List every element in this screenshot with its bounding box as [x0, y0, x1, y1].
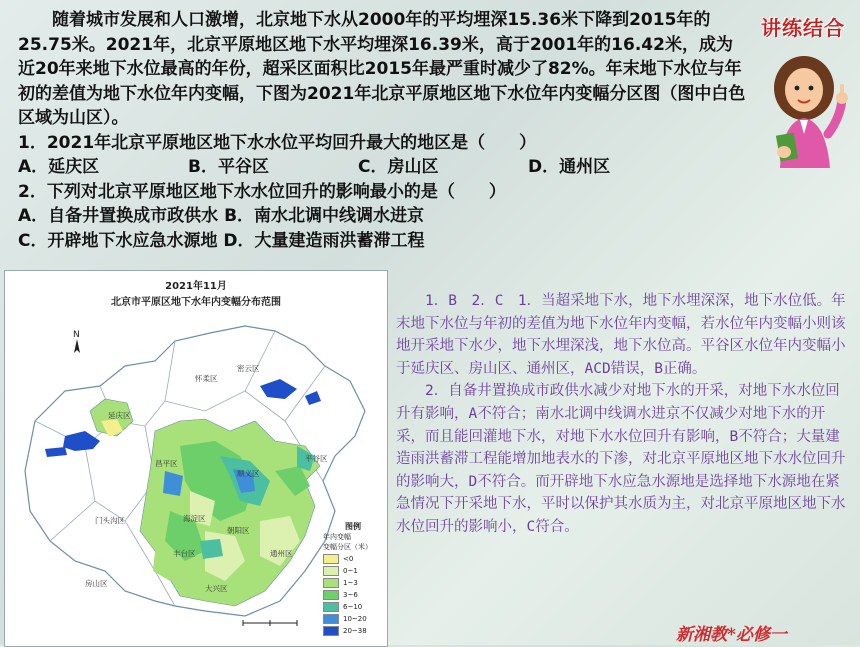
legend-swatch	[323, 614, 339, 624]
svg-text:通州区: 通州区	[270, 549, 293, 558]
lesson-badge: 讲练结合	[761, 16, 845, 40]
legend-title: 图例	[345, 522, 361, 531]
legend-item	[323, 626, 383, 636]
svg-text:海淀区: 海淀区	[183, 514, 206, 523]
legend-swatch	[323, 554, 339, 564]
q1-option-a: A．延庆区	[18, 157, 100, 177]
question-block	[18, 8, 748, 253]
question-2-options-line1: A．自备井置换成市政供水 B．南水北调中线调水进京	[18, 206, 425, 226]
svg-text:密云区: 密云区	[237, 364, 260, 373]
legend-label: 6~10	[343, 603, 363, 611]
map-title: 北京市平原区地下水年内变幅分布范围	[111, 297, 281, 308]
legend-item	[323, 578, 383, 588]
question-1: 1．2021年北京平原地区地下水水位平均回升最大的地区是（ ）	[18, 132, 537, 153]
svg-text:朝阳区: 朝阳区	[227, 526, 250, 535]
svg-text:昌平区: 昌平区	[155, 459, 178, 468]
textbook-footer: 新湘教*必修一	[676, 625, 787, 645]
svg-text:延庆区: 延庆区	[108, 411, 131, 420]
svg-text:门头沟区: 门头沟区	[95, 516, 125, 525]
groundwater-map	[4, 270, 388, 647]
answer-paragraph-2: 2．自备井置换成市政供水减少对地下水的开采，对地下水水位回升有影响，A不符合；南水北调中线调水进京不仅减少对地下水的开采，而且能回灌地下水，对地下水水位回升有影响，B不符合；大量建造雨洪蓄滞工程能增加地表水的下渗，对北京平原地区地下水水位回升的影响大，D不符合。而开辟地下水应急水源地是选择地下水源地在紧急情况下开采地下水，平时以保护其水质为主，对北京平原地区地下水水位回升的影响小，C符合。	[396, 383, 846, 535]
svg-text:怀柔区: 怀柔区	[195, 374, 218, 383]
legend-item	[323, 590, 383, 600]
legend-label: <0	[343, 555, 354, 563]
svg-text:平谷区: 平谷区	[305, 454, 328, 463]
q1-option-c: C．房山区	[358, 157, 439, 177]
legend-subtitle-2: 变幅分区（米）	[323, 543, 372, 551]
legend-subtitle: 年内变幅	[323, 533, 351, 541]
legend-label: 10~20	[343, 615, 367, 623]
teacher-illustration	[760, 48, 856, 174]
legend-label: 1~3	[343, 579, 358, 587]
q1-option-b: B．平谷区	[188, 157, 269, 177]
legend-item	[323, 566, 383, 576]
legend-label: 0~1	[343, 567, 358, 575]
svg-text:丰台区: 丰台区	[173, 549, 196, 558]
map-title-date: 2021年11月	[165, 281, 227, 292]
svg-text:顺义区: 顺义区	[237, 469, 260, 478]
question-1-options	[18, 155, 748, 180]
legend-swatch	[323, 578, 339, 588]
q1-option-d: D．通州区	[528, 157, 611, 177]
svg-text:N: N	[73, 330, 80, 340]
answer-paragraph-1: 1．B 2．C 1．当超采地下水，地下水埋深深，地下水位低。年末地下水位与年初的差值为地下水位年内变幅，若水位年内变幅小则该地开采地下水少，地下水埋深浅，地下水位高。平谷区水位年内变幅小于延庆区、房山区、通州区，ACD错误，B正确。	[396, 293, 846, 377]
question-2-options-line2: C．开辟地下水应急水源地 D．大量建造雨洪蓄滞工程	[18, 230, 425, 251]
legend-swatch	[323, 602, 339, 612]
north-arrow-icon	[73, 330, 80, 353]
question-2: 2．下列对北京平原地区地下水水位回升的影响最小的是（ ）	[18, 181, 506, 202]
legend-label: 3~6	[343, 591, 358, 599]
svg-text:房山区: 房山区	[85, 579, 108, 588]
legend-item	[323, 602, 383, 612]
legend-item	[323, 554, 383, 564]
legend-item	[323, 614, 383, 624]
svg-text:大兴区: 大兴区	[205, 584, 228, 593]
legend-swatch	[323, 626, 339, 636]
legend-label: 20~38	[343, 627, 367, 635]
scale-bar	[243, 620, 297, 626]
legend-swatch	[323, 590, 339, 600]
answer-block	[396, 290, 854, 539]
map-legend	[323, 521, 383, 636]
legend-swatch	[323, 566, 339, 576]
question-intro: 随着城市发展和人口激增，北京地下水从2000年的平均埋深15.36米下降到2015年的25.75米。2021年，北京平原地区地下水平均埋深16.39米，高于2001年的16.42米，成为近20年来地下水位最高的年份，超采区面积比2015年最严重时减少了82%。年末地下水位与年初的差值为地下水位年内变幅，下图为2021年北京平原地区地下水位年内变幅分区图（图中白色区域为山区）。	[18, 10, 746, 128]
